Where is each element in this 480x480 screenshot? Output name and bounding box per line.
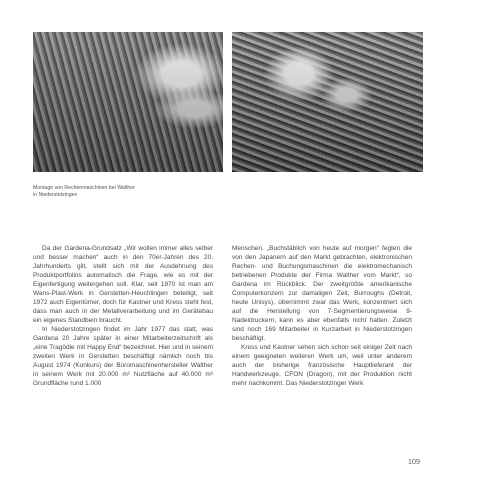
photo-calculator-assembly-left bbox=[33, 32, 223, 172]
text-column-left bbox=[33, 244, 213, 388]
photo-caption bbox=[33, 185, 213, 198]
page-number: 109 bbox=[408, 457, 420, 466]
paragraph: Menschen. „Buchstäblich von heute auf morgen“ fegten die von den Japanern auf den Markt gebrachten, elektronischen Rechen- und Buchungsmaschinen die elektromechanisch betriebenen Produkte der Firma Walther vom Markt“, so Gardena im Rückblick. Der zweitgrößte amerikanische Computerkonzern zur damaligen Zeit, Burroughs (Detroit, heute Unisys), übernimmt zwar das Werk, konzentriert sich auf die Herstellung von 7-Segmentierungsweise 9-Nadeldruckern, kann es aber ebenfalls nicht halten. Zuletzt sind noch 169 Mitarbeiter in Kurzarbeit in Niederstotzingen beschäftigt. bbox=[232, 245, 412, 342]
paragraph: In Niederstotzingen findet im Jahr 1977 das statt, was Gardena 20 Jahre später in einer Mitarbeiterzeitschrift als „eine Tragödie mit Happy End“ bezeichnet. Hier und in seinem zweiten Werk in Gerstetten beschäftigt nämlich noch bis August 1974 (Konkurs) der Büromaschinenhersteller Walther in seinem Werk mit 20.000 m² Nutzfläche auf 40.000 m² Grundfläche rund 1.000 bbox=[33, 326, 213, 387]
paragraph: Da der Gardena-Grundsatz „Wir wollen immer alles selber und besser machen“ auch in den 70er-Jahren des 20. Jahrhunderts gilt, stellt sich mit der Ausdehnung des Produktportfolios automatisch die Frage, wie es mit der Eigenfertigung weitergehen soll. Klar, seit 1970 ist man am Wans-Plast-Werk in Gerstetten-Heuchlingen beteiligt, seit 1972 auch Eigentümer, doch für Kastner und Kress steht fest, dass man auch in der Metallverarbeitung und im Gerätebau ein eigenes Standbein braucht. bbox=[33, 245, 213, 324]
text-column-right bbox=[232, 244, 412, 388]
caption-line-2: in Niederstotzingen bbox=[33, 191, 78, 198]
paragraph: Kress und Kastner sehen sich schon seit einiger Zeit nach einem geeigneten weiteren Werk um, weil unter anderem auch der bisherige französische Hauptlieferant der Handwerkzeuge, CFON (Dragon), mit der Produktion nicht mehr nachkommt. Das Niederstotzinger Werk bbox=[232, 344, 412, 387]
caption-line-1: Montage von Rechenmaschinen bei Walther bbox=[33, 185, 135, 191]
photo-calculator-assembly-right bbox=[232, 32, 423, 172]
